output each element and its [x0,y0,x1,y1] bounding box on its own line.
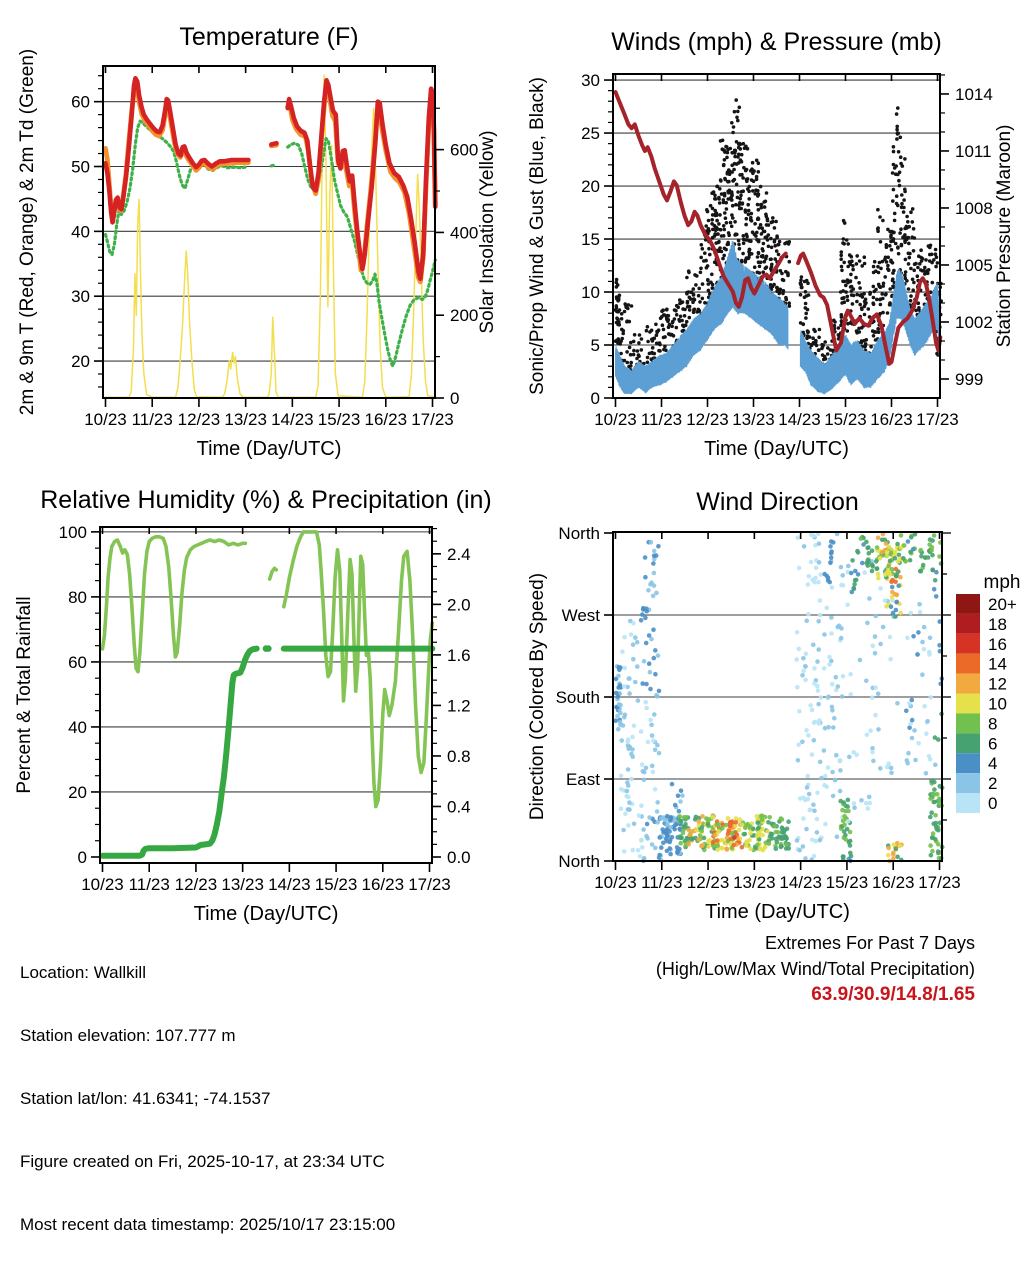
y-axis-right [435,108,478,408]
x-tick-label: 14/23 [778,410,821,429]
y-axis-right [432,529,471,867]
y-tick-label: 60 [68,652,87,672]
extremes-title: Extremes For Past 7 Days [764,933,975,953]
x-tick-label: 12/23 [174,875,218,894]
y-tick-label: 200 [450,306,479,326]
y-tick-label: 0.8 [447,746,471,766]
colorbar-label: 10 [988,694,1007,714]
y-tick-label: 2.4 [447,544,471,564]
colorbar-label: 6 [988,734,998,754]
y-axis-left [59,523,100,867]
y-tick-label: 1014 [955,84,993,104]
x-tick-label: 13/23 [733,873,776,892]
y-tick-label: 1011 [955,141,992,161]
chart-title: Winds (mph) & Pressure (mb) [611,28,942,56]
y-axis-left [581,71,613,408]
x-tick-label: 10/23 [594,410,637,429]
y-tick-label: 1.2 [447,696,471,716]
y-axis-title-left: Sonic/Prop Wind & Gust (Blue, Black) [527,77,548,395]
colorbar-label: 18 [988,614,1007,634]
y-tick-label: 1002 [955,312,993,332]
y-tick-label: 50 [71,157,90,177]
station-elevation: Station elevation: 107.777 m [20,1026,236,1045]
y-tick-label: 0 [590,389,600,408]
x-tick-label: 11/23 [128,875,170,894]
y-tick-label: 10 [581,283,600,303]
x-tick-label: 16/23 [364,410,408,429]
x-tick-label: 12/23 [177,410,221,429]
temp-2m-orange [106,87,436,282]
y-tick-label: 0.0 [447,848,471,867]
y-tick-label: 0.4 [447,797,471,817]
colorbar-label: 14 [988,654,1007,674]
solar-insolation [106,75,436,397]
y-tick-label: 40 [68,717,87,737]
x-tick-label: 17/23 [411,410,454,429]
y-tick-label: 40 [71,222,90,242]
x-tick-label: 10/23 [81,875,124,894]
data-timestamp: Most recent data timestamp: 2025/10/17 23:15:00 [20,1215,396,1234]
x-axis [81,527,451,894]
x-tick-label: 17/23 [918,873,961,892]
y-tick-label: North [558,524,600,544]
extremes-summary [656,930,975,1008]
x-tick-label: 14/23 [271,410,314,429]
x-tick-label: 12/23 [686,410,729,429]
y-tick-label: 30 [71,287,90,307]
x-tick-label: 13/23 [221,875,264,894]
colorbar-title: mph [983,572,1021,593]
colorbar-label: 0 [988,793,998,813]
x-axis-title: Time (Day/UTC) [705,901,850,923]
y-tick-label: 0 [77,847,87,867]
x-tick-label: 16/23 [361,875,405,894]
x-tick-label: 11/23 [641,873,683,892]
y-tick-label: North [558,852,600,871]
chart-title: Wind Direction [696,488,859,516]
y-tick-label: 600 [450,140,479,160]
x-axis-title: Time (Day/UTC) [704,438,849,460]
x-tick-label: 15/23 [824,410,867,429]
y-tick-label: 20 [68,782,87,802]
x-tick-label: 13/23 [732,410,775,429]
y-axis-title-left: 2m & 9m T (Red, Orange) & 2m Td (Green) [17,48,38,416]
x-tick-label: 10/23 [84,410,127,429]
x-tick-label: 11/23 [131,410,173,429]
x-tick-label: 17/23 [916,410,959,429]
y-tick-label: East [565,770,600,790]
y-tick-label: West [561,606,600,626]
winds_pressure-chart [527,28,1015,460]
speed-colorbar [956,572,1020,813]
extremes-values: 63.9/30.9/14.8/1.65 [811,984,975,1005]
x-tick-label: 16/23 [871,873,915,892]
y-tick-label: 15 [581,230,600,250]
y-tick-label: 100 [58,522,87,542]
y-tick-label: 1.6 [447,645,471,665]
station-latlon: Station lat/lon: 41.6341; -74.1537 [20,1089,271,1108]
y-axis-left [71,76,103,387]
x-tick-label: 16/23 [870,410,913,429]
x-tick-label: 15/23 [314,875,358,894]
x-tick-label: 13/23 [224,410,267,429]
x-tick-label: 15/23 [317,410,361,429]
y-tick-label: 25 [581,124,600,144]
colorbar-label: 20+ [988,594,1017,614]
y-tick-label: 60 [71,92,90,112]
y-axis-title-right: Solar Insolation (Yellow) [477,130,498,334]
x-tick-label: 10/23 [594,873,637,892]
temp-9m-red [106,78,436,278]
x-tick-label: 15/23 [825,873,869,892]
colorbar-label: 8 [988,714,998,734]
x-tick-label: 12/23 [686,873,730,892]
figure-created: Figure created on Fri, 2025-10-17, at 23:34 UTC [20,1152,385,1171]
extremes-subtitle: (High/Low/Max Wind/Total Precipitation) [655,959,975,979]
relative-humidity [103,532,433,807]
y-tick-label: South [555,688,600,708]
station-location: Location: Wallkill [20,963,146,982]
y-tick-label: 1008 [955,198,993,218]
x-tick-label: 11/23 [640,410,683,429]
y-tick-label: 80 [68,587,87,607]
x-axis-title: Time (Day/UTC) [193,903,339,925]
y-tick-label: 30 [581,71,600,91]
y-tick-label: 5 [590,336,600,356]
y-axis-title-right: Station Pressure (Maroon) [994,124,1015,348]
x-tick-label: 14/23 [268,875,311,894]
y-tick-label: 0 [450,389,460,408]
temperature-chart [17,23,498,460]
wind_direction-chart [527,488,1020,923]
y-tick-label: 20 [71,352,90,372]
colorbar-label: 4 [988,754,998,774]
x-axis-title: Time (Day/UTC) [196,438,342,460]
x-tick-label: 17/23 [408,875,451,894]
y-tick-label: 1005 [955,255,993,275]
y-axis-right [940,75,993,389]
station-info [20,920,395,1277]
colorbar-label: 16 [988,634,1007,654]
chart-title: Temperature (F) [179,23,359,51]
rh_precip-chart [14,486,492,925]
y-axis-title-left: Direction (Colored By Speed) [527,572,548,821]
y-tick-label: 2.0 [447,595,471,615]
y-axis-title-left: Percent & Total Rainfall [14,596,35,794]
y-tick-label: 999 [955,369,984,389]
chart-title: Relative Humidity (%) & Precipitation (in) [40,486,492,514]
y-tick-label: 20 [581,177,600,197]
colorbar-label: 12 [988,674,1007,694]
x-tick-label: 14/23 [779,873,822,892]
y-tick-label: 400 [450,223,479,243]
colorbar-label: 2 [988,774,998,794]
